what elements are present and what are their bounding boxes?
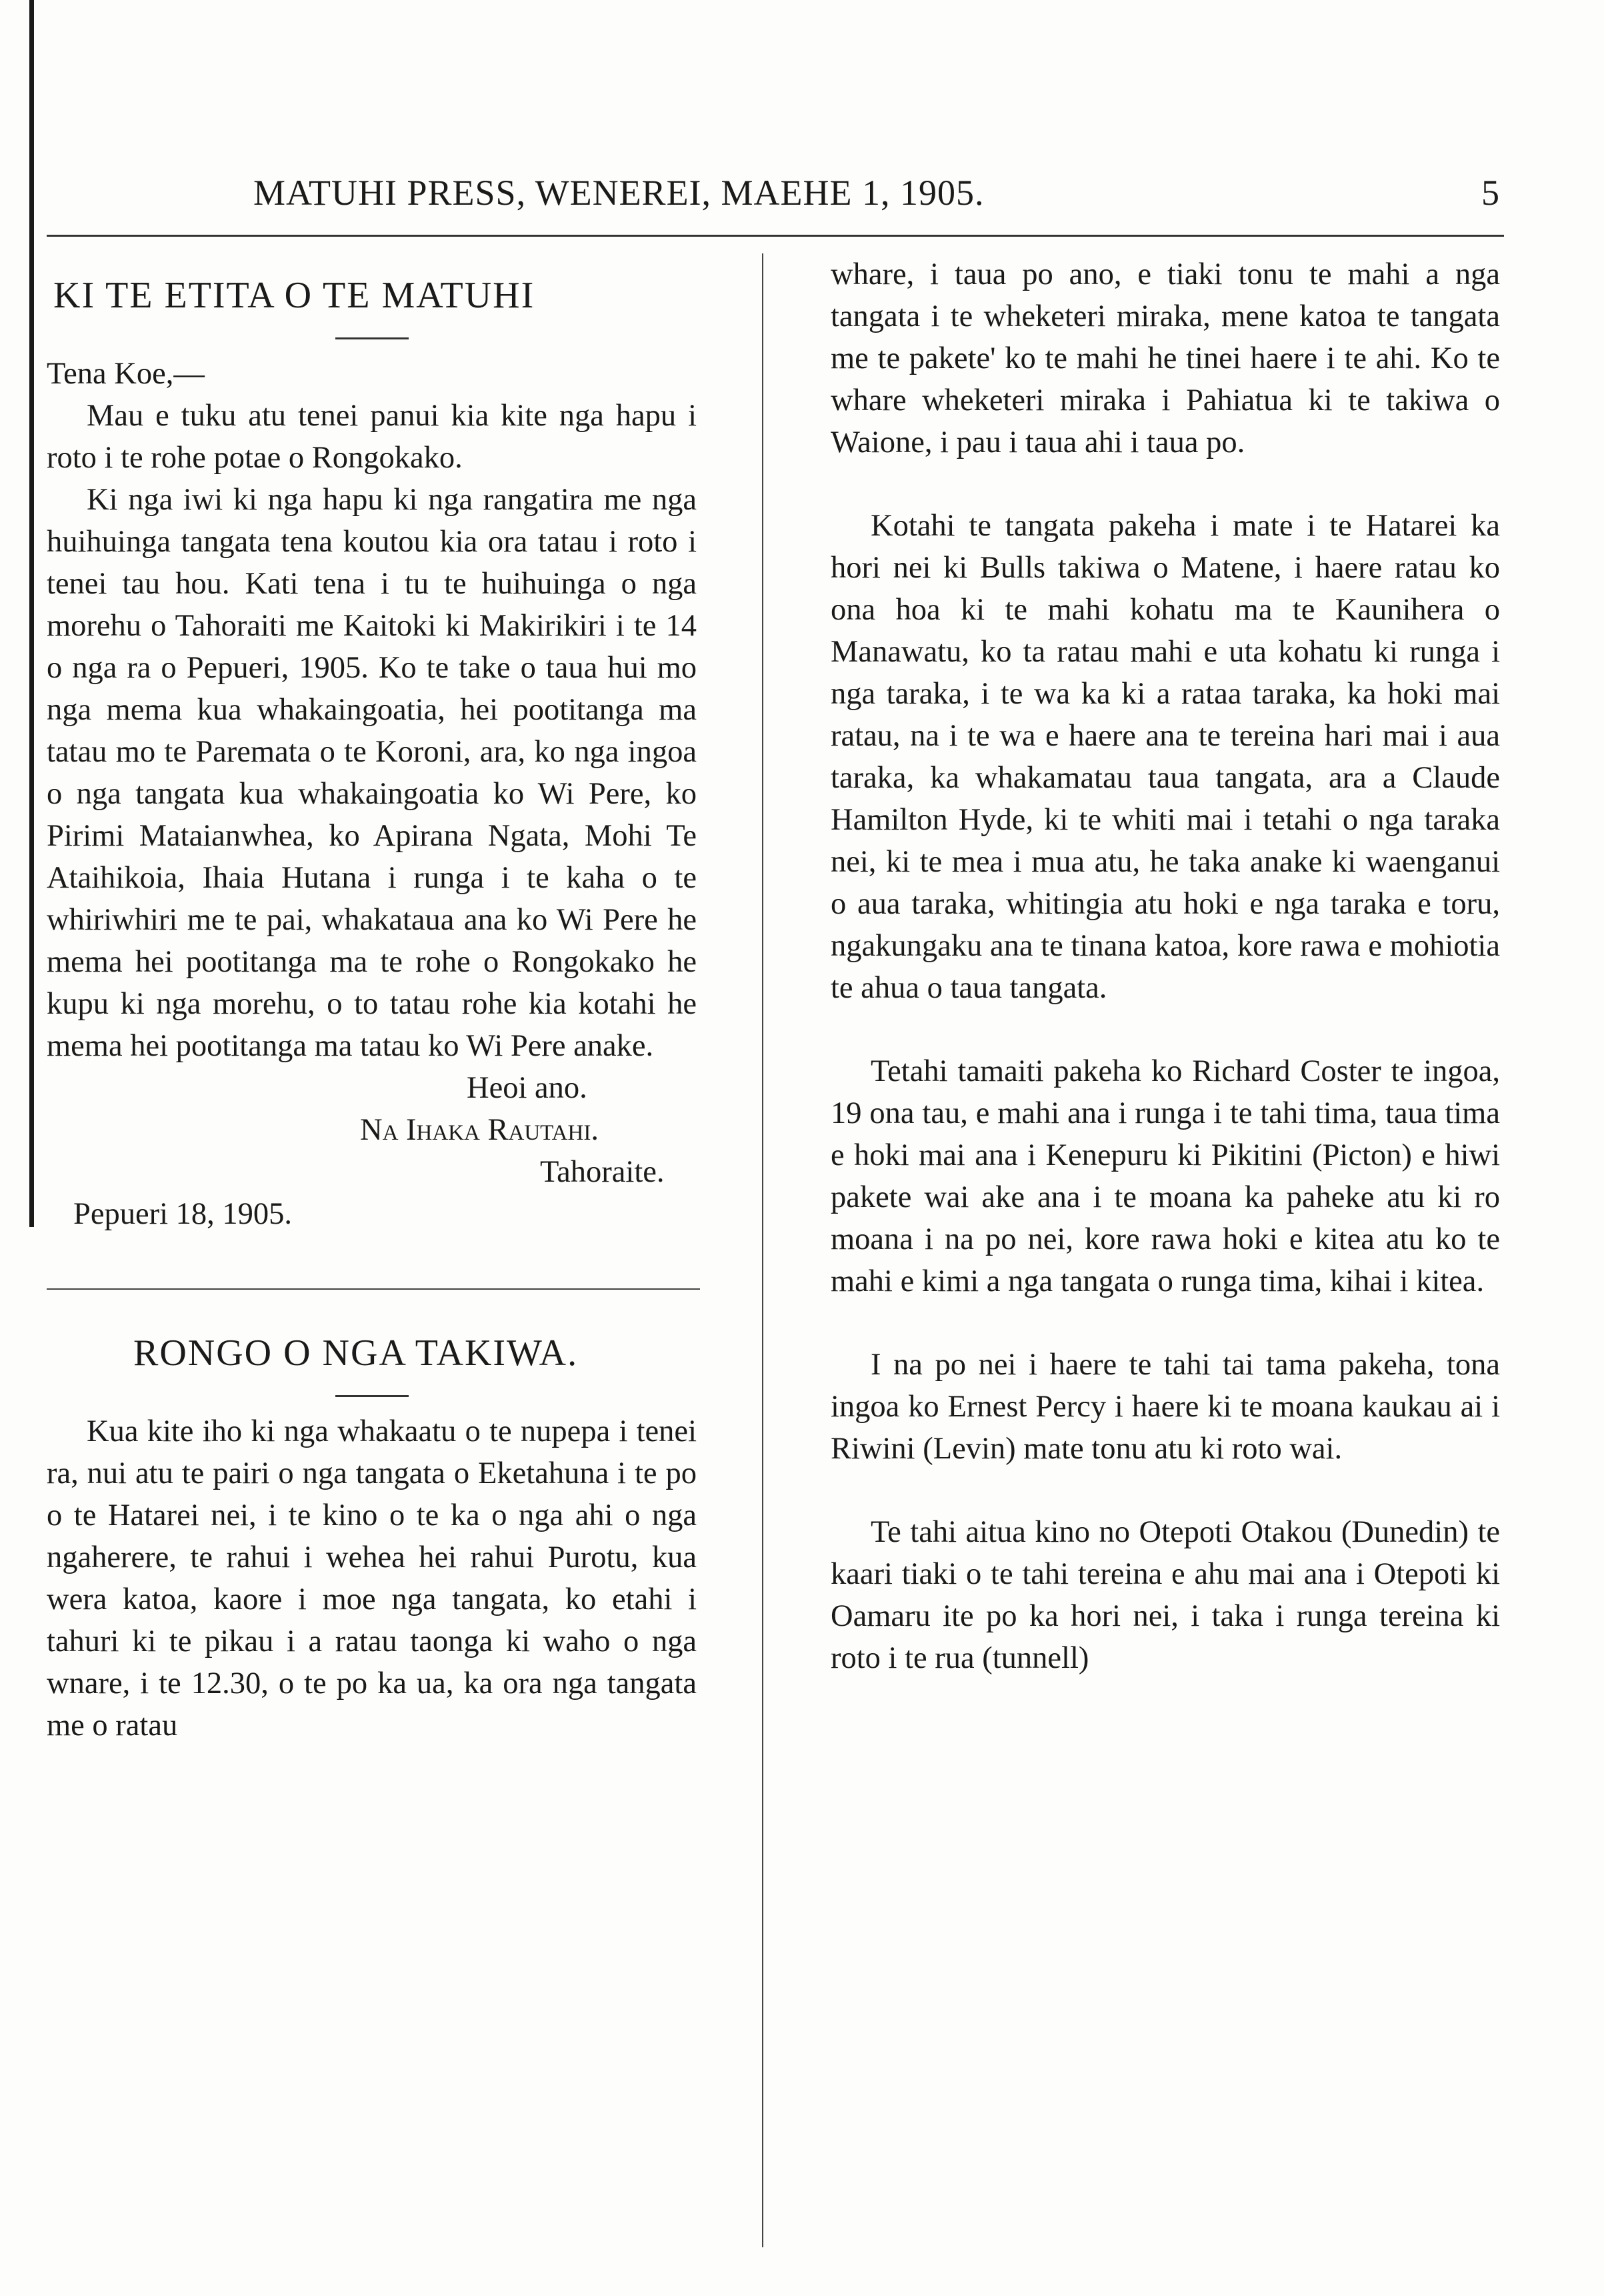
letter-signature: Na Ihaka Rautahi.	[360, 1113, 599, 1147]
left-margin-rule	[29, 0, 34, 1227]
heading-rule	[335, 337, 409, 339]
heading-rule	[335, 1395, 409, 1397]
right-column	[831, 253, 1500, 1679]
left-column	[47, 253, 697, 1747]
section-rule	[47, 1288, 700, 1290]
page-header	[53, 167, 1500, 220]
news-paragraph: Kotahi te tangata pakeha i mate i te Hatarei ka hori nei ki Bulls takiwa o Matene, i haere ratau ko ona hoa ki te mahi kohatu ma te Kaunihera o Manawatu, ko ta ratau mahi e uta kohatu ki runga i nga taraka, i te wa ka ki a rataa taraka, ka hoki mai ratau, na i te wa e haere ana te tereina hari mai i aua taraka, ka whakamatau taua tangata, ara a Claude Hamilton Hyde, ki te whiti mai i tetahi o nga taraka nei, ki te mea i mua atu, he taka anake ki waenganui o aua taraka, whitingia atu hoki e nga taraka e toru, ngakungaku ana te tinana katoa, kore rawa e mohiotia te ahua o taua tangata.	[831, 509, 1500, 1005]
letter-closing: Heoi ano.	[467, 1071, 587, 1105]
header-rule	[47, 235, 1504, 237]
running-title: MATUHI PRESS, WENEREI, MAEHE 1, 1905.	[253, 173, 985, 213]
letter-place: Tahoraite.	[540, 1155, 665, 1189]
letter-paragraph: Ki nga iwi ki nga hapu ki nga rangatira me nga huihuinga tangata tena koutou kia ora tatau i roto i tenei tau hou. Kati tena i tu te huihuinga o nga morehu o Tahoraiti me Kaitoki ki Makirikiri i te 14 o nga ra o Pepueri, 1905. Ko te take o taua hui mo nga mema kua whakaingoatia, hei pootitanga ma tatau mo te Paremata o te Koroni, ara, ko nga ingoa o nga tangata kua whakaingoatia ko Wi Pere, ko Pirimi Mataianwhea, ko Apirana Ngata, Mohi Te Ataihikoia, Ihaia Hutana i runga i te kaha o te whiriwhiri me te pai, whakataua ana ko Wi Pere he mema hei pootitanga ma te rohe o Rongokako he kupu ki nga morehu, o to tatau rohe kia kotahi he mema hei pootitanga ma tatau ko Wi Pere anake.	[47, 483, 697, 1063]
letter-salutation: Tena Koe,—	[47, 357, 205, 391]
letter-date: Pepueri 18, 1905.	[73, 1197, 293, 1231]
page-number: 5	[1481, 173, 1500, 213]
news-paragraph: Tetahi tamaiti pakeha ko Richard Coster te ingoa, 19 ona tau, e mahi ana i runga i te tahi tima, taua tima e hoki mai ana i Kenepuru ki Pikitini (Picton) e hiwi pakete wai ake ana i te moana ka paheke atu ki ro moana i na po nei, kore rawa hoki e kitea atu ko te mahi e kimi a nga tangata o runga tima, kihai i kitea.	[831, 1054, 1500, 1298]
news-paragraph: Kua kite iho ki nga whakaatu o te nupepa i tenei ra, nui atu te pairi o nga tangata o Eketahuna i te po o te Hatarei nei, i te kino o te ka o nga ahi o nga ngaherere, te rahui i wehea hei rahui Purotu, kua wera katoa, kaore i moe nga tangata, ko etahi i tahuri ki te pikau i a ratau taonga ki waho o nga wnare, i te 12.30, o te po ka ua, ka ora nga tangata me o ratau	[47, 1414, 697, 1743]
news-paragraph: Te tahi aitua kino no Otepoti Otakou (Dunedin) te kaari tiaki o te tahi tereina e ahu mai ana i Otepoti ki Oamaru ite po ka hori nei, i taka i runga tereina ki roto i te rua (tunnell)	[831, 1515, 1500, 1675]
column-divider	[762, 253, 763, 2247]
letter-paragraph: Mau e tuku atu tenei panui kia kite nga hapu i roto i te rohe potae o Rongokako.	[47, 399, 697, 475]
news-paragraph: whare, i taua po ano, e tiaki tonu te mahi a nga tangata i te wheketeri miraka, mene katoa te tangata me te pakete' ko te mahi he tinei haere i te ahi. Ko te whare wheketeri miraka i Pahiatua ki te takiwa o Waione, i pau i taua ahi i taua po.	[831, 257, 1500, 459]
news-heading: RONGO O NGA TAKIWA.	[133, 1332, 579, 1374]
news-paragraph: I na po nei i haere te tahi tai tama pakeha, tona ingoa ko Ernest Percy i haere ki te moana kaukau ai i Riwini (Levin) mate tonu atu ki roto wai.	[831, 1348, 1500, 1466]
letter-heading: KI TE ETITA O TE MATUHI	[53, 275, 535, 316]
